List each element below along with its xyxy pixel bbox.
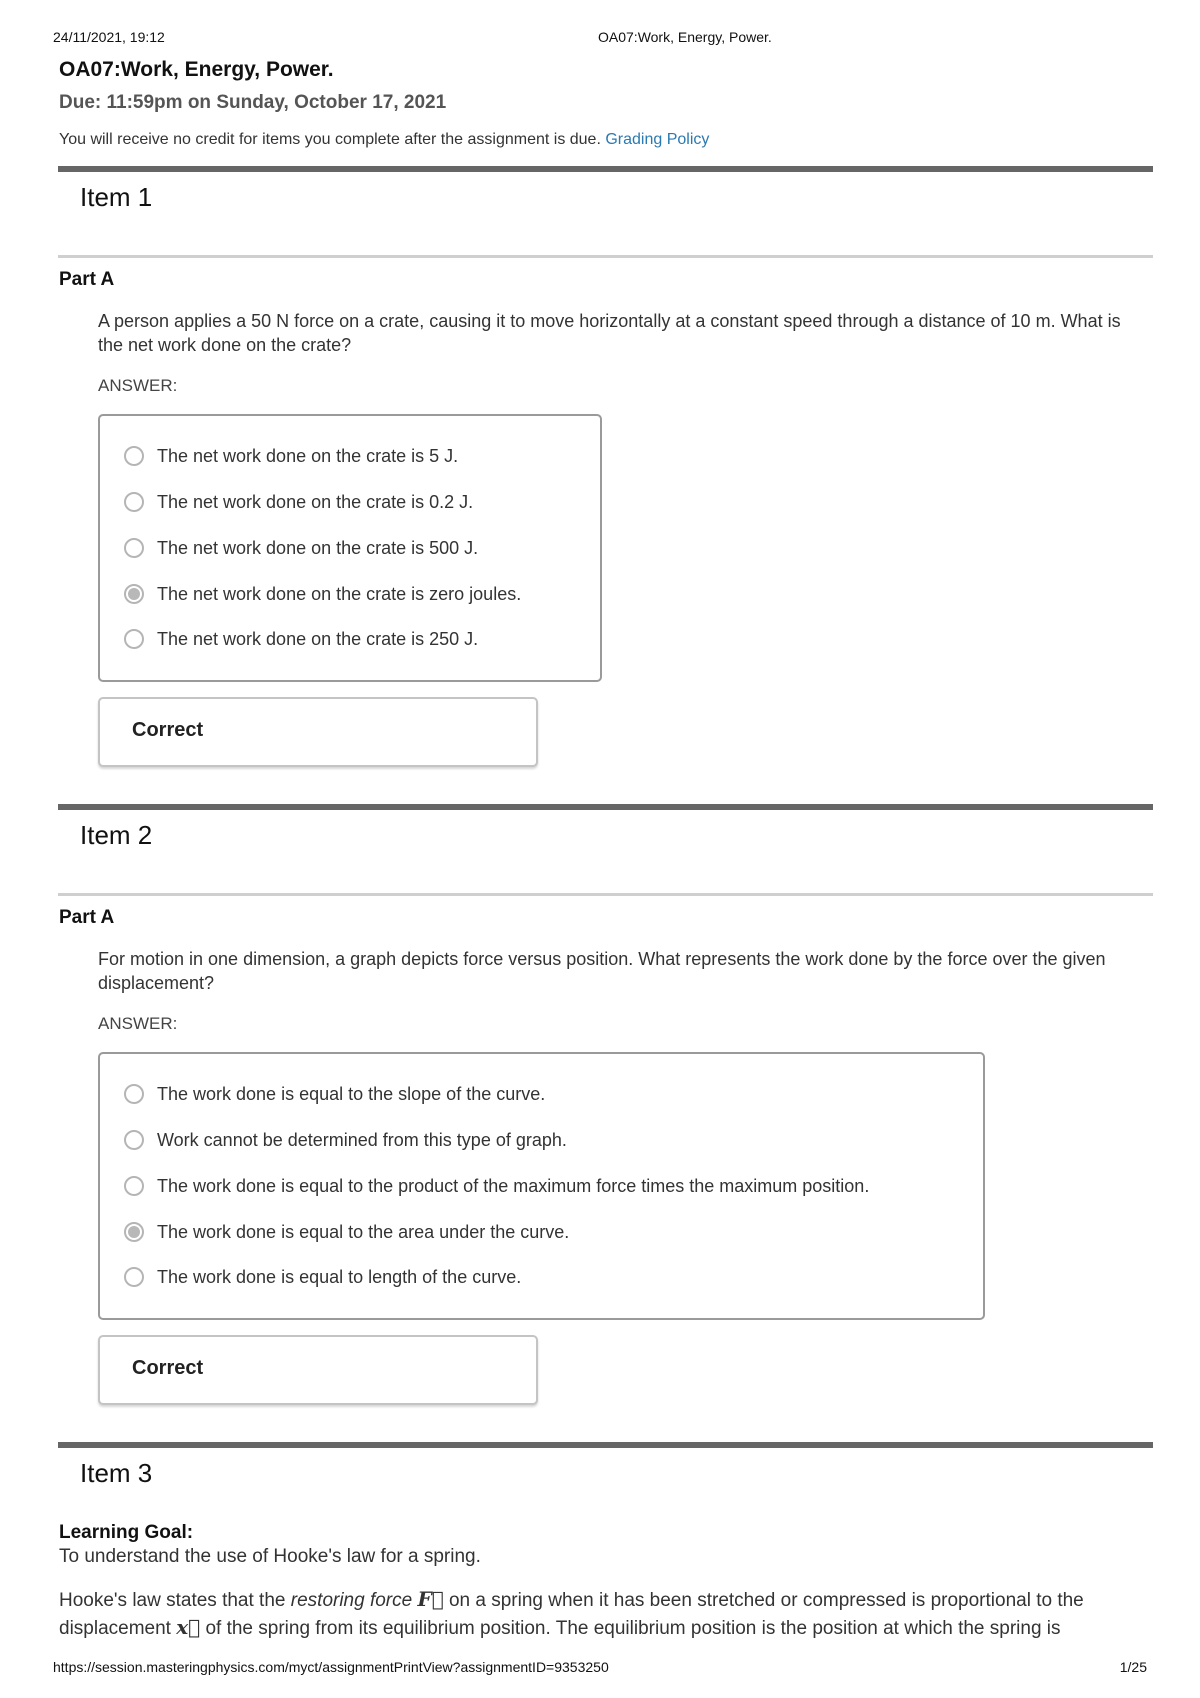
answer-label: ANSWER:	[98, 376, 178, 395]
answer-label: ANSWER:	[98, 1014, 178, 1033]
choice-label: The net work done on the crate is 0.2 J.	[157, 491, 474, 512]
intro-text: Hooke's law states that the	[59, 1590, 286, 1611]
feedback-box	[98, 1335, 538, 1405]
part-divider	[58, 255, 1153, 258]
radio-button[interactable]	[124, 1084, 144, 1104]
learning-goal-text: To understand the use of Hooke's law for a spring.	[59, 1546, 481, 1567]
choice-option[interactable]	[124, 535, 478, 561]
choice-option[interactable]	[124, 626, 478, 652]
grading-policy-link[interactable]: Grading Policy	[605, 131, 710, 148]
radio-button[interactable]	[124, 1176, 144, 1196]
print-url: https://session.masteringphysics.com/myct/assignmentPrintView?assignmentID=9353250	[53, 1659, 609, 1675]
item-divider	[58, 166, 1153, 172]
choice-label: The work done is equal to the slope of the curve.	[157, 1083, 546, 1104]
item-divider	[58, 1442, 1153, 1448]
item-divider	[58, 804, 1153, 810]
radio-button[interactable]	[124, 492, 144, 512]
choice-label: The work done is equal to length of the curve.	[157, 1266, 522, 1287]
part-label: Part A	[59, 269, 115, 290]
radio-button-selected[interactable]	[124, 584, 144, 604]
choice-label: The net work done on the crate is zero joules.	[157, 583, 522, 604]
feedback-correct: Correct	[132, 719, 204, 741]
choice-label: The net work done on the crate is 500 J.	[157, 537, 479, 558]
radio-button[interactable]	[124, 446, 144, 466]
print-title: OA07:Work, Energy, Power.	[598, 29, 772, 45]
choice-option[interactable]	[124, 1127, 567, 1153]
answer-choices	[98, 1052, 985, 1320]
late-notice	[59, 131, 709, 149]
item-title: Item 2	[80, 820, 153, 850]
print-date: 24/11/2021, 19:12	[53, 29, 165, 45]
radio-button[interactable]	[124, 538, 144, 558]
restoring-force-term: restoring force	[290, 1590, 413, 1611]
radio-button-selected[interactable]	[124, 1222, 144, 1242]
print-footer	[53, 1659, 1147, 1679]
print-header	[53, 29, 1147, 49]
choice-option-selected[interactable]	[124, 1219, 569, 1245]
choice-option[interactable]	[124, 1081, 545, 1107]
choice-label: The work done is equal to the product of the maximum force times the maximum position.	[157, 1175, 870, 1196]
page-number: 1/25	[1119, 1659, 1147, 1675]
intro-text: of the spring from its equilibrium position. The equilibrium position is the position at which the spring is	[205, 1618, 1061, 1639]
feedback-correct: Correct	[132, 1357, 204, 1379]
displacement-vector-symbol: x⃗	[176, 1615, 201, 1639]
choice-option[interactable]	[124, 1173, 869, 1199]
item-title: Item 1	[80, 182, 153, 212]
feedback-box	[98, 697, 538, 767]
part-label: Part A	[59, 907, 115, 928]
intro-text: on a spring when it has been stretched or compressed is proportional to the displacement	[59, 1590, 1084, 1639]
choice-label: The net work done on the crate is 250 J.	[157, 628, 479, 649]
radio-button[interactable]	[124, 1130, 144, 1150]
learning-goal-title: Learning Goal:	[59, 1522, 194, 1543]
answer-choices	[98, 414, 602, 682]
choice-option-selected[interactable]	[124, 581, 521, 607]
choice-label: Work cannot be determined from this type of graph.	[157, 1129, 567, 1150]
radio-button[interactable]	[124, 629, 144, 649]
question-text: For motion in one dimension, a graph depicts force versus position. What represents the work done by the force over the given displacement?	[98, 949, 1106, 993]
choice-option[interactable]	[124, 1264, 521, 1290]
force-vector-symbol: F⃗	[417, 1587, 444, 1611]
choice-label: The net work done on the crate is 5 J.	[157, 445, 459, 466]
question-text: A person applies a 50 N force on a crate, causing it to move horizontally at a constant speed through a distance of 10 m. What is the net work done on the crate?	[98, 311, 1121, 355]
late-notice-text: You will receive no credit for items you complete after the assignment is due.	[59, 131, 601, 148]
hookes-law-intro	[59, 1586, 1149, 1642]
radio-button[interactable]	[124, 1267, 144, 1287]
choice-label: The work done is equal to the area under the curve.	[157, 1221, 570, 1242]
due-date: Due: 11:59pm on Sunday, October 17, 2021	[59, 92, 447, 113]
part-divider	[58, 893, 1153, 896]
choice-option[interactable]	[124, 489, 473, 515]
choice-option[interactable]	[124, 443, 458, 469]
item-title: Item 3	[80, 1458, 153, 1488]
assignment-title: OA07:Work, Energy, Power.	[59, 58, 334, 81]
